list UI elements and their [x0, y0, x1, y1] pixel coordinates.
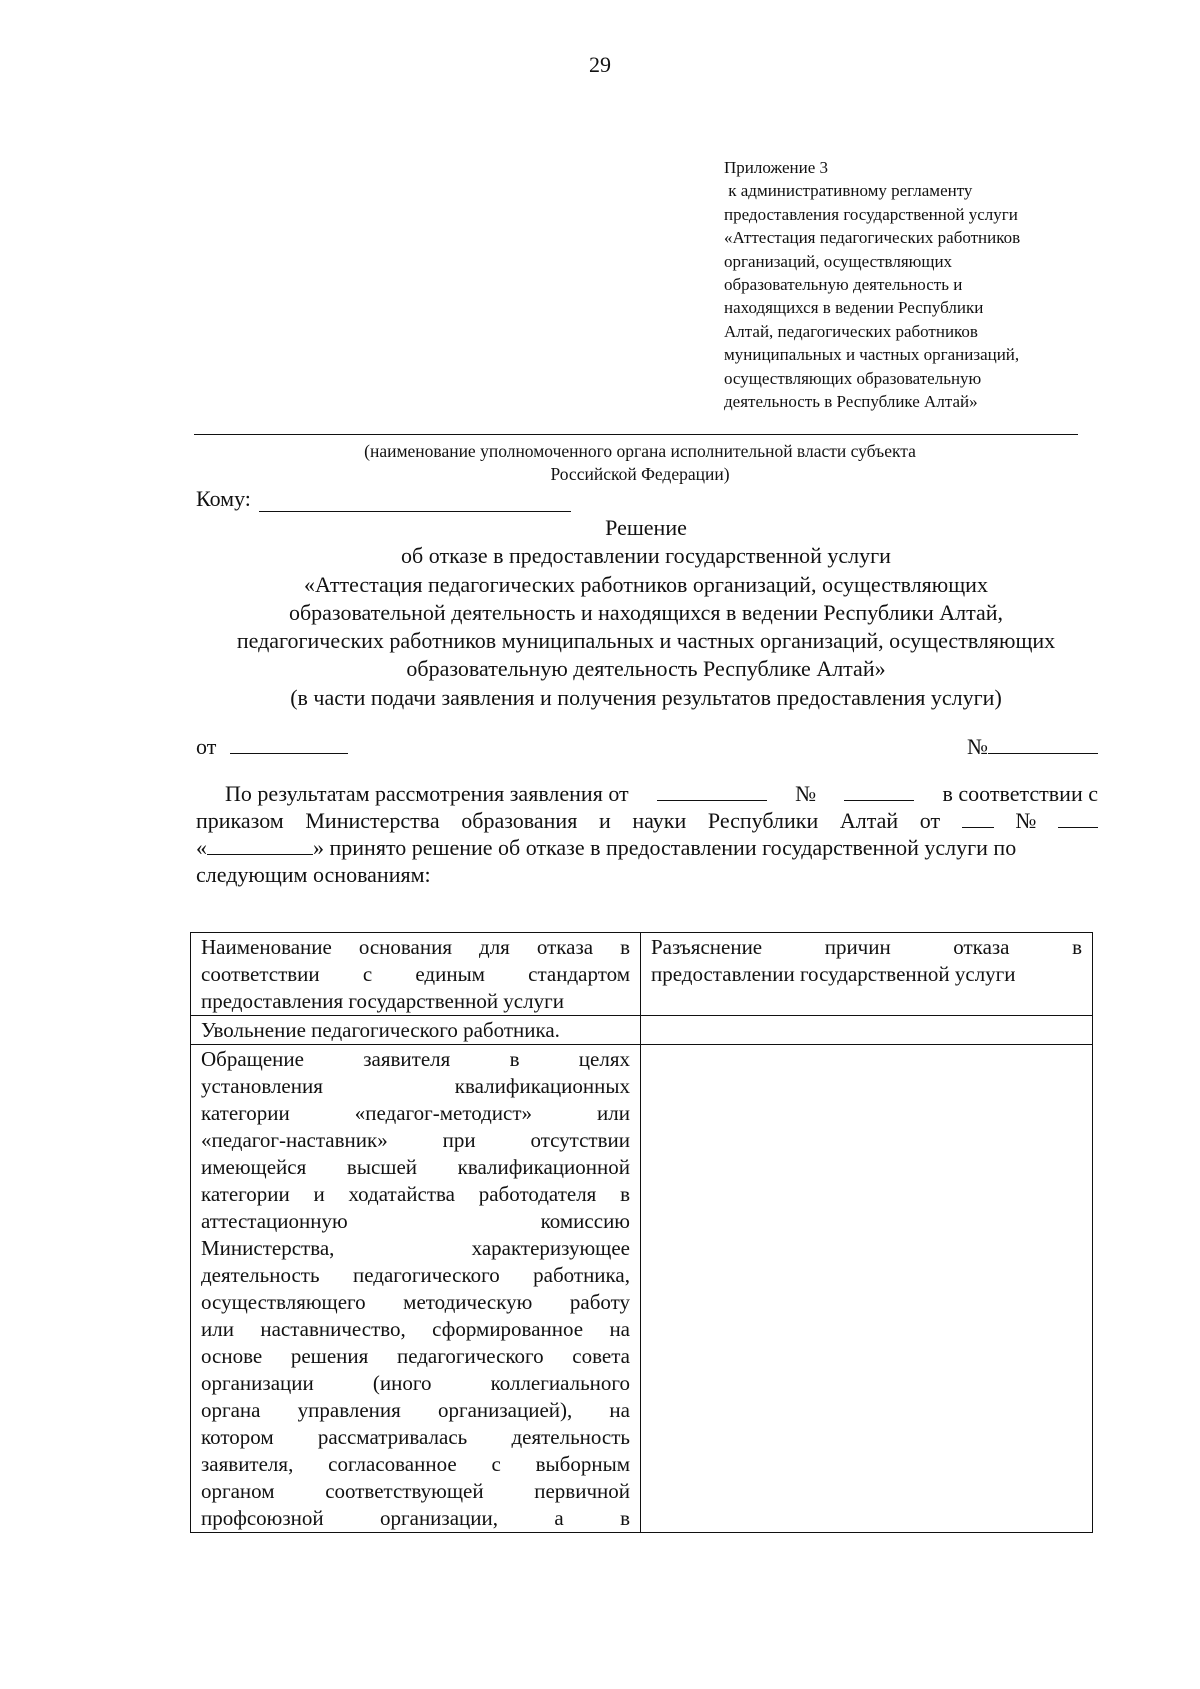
date-number-row — [196, 733, 1098, 763]
body-line — [196, 807, 1098, 834]
decision-body — [196, 780, 1098, 888]
cell-line: предоставлении государственной услуги — [651, 962, 1016, 986]
body-word: образования — [461, 808, 578, 833]
cell-line: основе решения педагогического совета — [201, 1344, 630, 1368]
body-text: « — [196, 835, 207, 860]
refusal-reasons-table — [190, 932, 1093, 1533]
authority-fill-line — [194, 434, 1078, 435]
body-word: Республики — [707, 808, 819, 833]
appendix-line: муниципальных и частных организаций, — [724, 345, 1020, 365]
cell-line: Наименование основания для отказа в — [201, 935, 630, 959]
table-header-row — [191, 933, 1093, 1016]
number-label: № — [967, 734, 988, 759]
date-label: от — [196, 734, 217, 759]
order-date-blank — [962, 807, 994, 828]
cell-line: предоставления государственной услуги — [201, 989, 564, 1013]
cell-line: категории и ходатайства работодателя в — [201, 1182, 630, 1206]
appendix-line: осуществляющих образовательную — [724, 368, 982, 388]
cell-line: имеющейся высшей квалификационной — [201, 1155, 630, 1179]
cell-line: заявителя, согласованное с выборным — [201, 1452, 630, 1476]
decision-line: педагогических работников муниципальных и частных организаций, осуществляющих — [236, 628, 1056, 654]
explanation-cell — [641, 1016, 1093, 1045]
cell-line: органа управления организацией), на — [201, 1398, 630, 1422]
cell-line: осуществляющего методическую работу — [201, 1290, 630, 1314]
cell-line: «педагог-наставник» при отсутствии — [201, 1128, 630, 1152]
cell-line: соответствии с единым стандартом — [201, 962, 630, 986]
authority-caption — [300, 440, 980, 486]
body-line — [196, 780, 1098, 807]
decision-line: «Аттестация педагогических работников организаций, осуществляющих — [304, 571, 988, 597]
cell-line: категории «педагог-методист» или — [201, 1101, 630, 1125]
body-word: приказом — [196, 808, 284, 833]
authority-caption-line: (наименование уполномоченного органа исполнительной власти субъекта — [364, 441, 916, 461]
application-date-blank — [657, 780, 767, 801]
order-number-blank — [1058, 807, 1098, 828]
body-line: следующим основаниям: — [196, 862, 431, 887]
cell-line: котором рассматривалась деятельность — [201, 1425, 630, 1449]
cell-line: органом соответствующей первичной — [201, 1479, 630, 1503]
page-number: 29 — [589, 52, 611, 77]
cell-line: аттестационную комиссию — [201, 1209, 630, 1233]
appendix-line: предоставления государственной услуги — [724, 204, 1018, 224]
cell-line: деятельность педагогического работника, — [201, 1263, 630, 1287]
reason-cell — [191, 1045, 641, 1533]
application-number-blank — [844, 780, 914, 801]
appendix-line: образовательную деятельность и — [724, 275, 963, 295]
body-text: № — [795, 781, 817, 806]
cell-line: организации (иного коллегиального — [201, 1371, 630, 1395]
table-row — [191, 1045, 1093, 1533]
appendix-line: Алтай, педагогических работников — [724, 321, 978, 341]
date-blank-line — [230, 733, 348, 754]
decision-line: образовательную деятельность Республике Алтай» — [406, 656, 886, 682]
decision-line: (в части подачи заявления и получения результатов предоставления услуги) — [290, 684, 1002, 710]
body-text: » принято решение об отказе в предоставлении государственной услуги по — [313, 835, 1017, 860]
cell-line: Обращение заявителя в целях — [201, 1047, 630, 1071]
body-word: Алтай — [839, 808, 899, 833]
cell-line: или наставничество, сформированное на — [201, 1317, 630, 1341]
reason-cell — [191, 1016, 641, 1045]
body-word: и — [598, 808, 611, 833]
body-word: от — [919, 808, 941, 833]
recipient-row — [196, 486, 571, 512]
appendix-block — [724, 156, 1124, 413]
appendix-line: деятельность в Республике Алтай» — [724, 392, 978, 412]
decision-title: Решение — [605, 515, 687, 540]
number-blank-line — [988, 733, 1098, 754]
table-row — [191, 1016, 1093, 1045]
body-word: № — [1015, 808, 1037, 833]
header-cell-explanation — [641, 933, 1093, 1016]
body-text: По результатам рассмотрения заявления от — [225, 781, 629, 806]
cell-line: Министерства, характеризующее — [201, 1236, 630, 1260]
appendix-line: организаций, осуществляющих — [724, 251, 953, 271]
body-line — [196, 834, 1098, 861]
body-word: науки — [632, 808, 687, 833]
body-text: в соответствии с — [942, 781, 1098, 806]
number-field — [967, 733, 1098, 760]
recipient-blank-line — [259, 489, 571, 512]
decision-line: образовательной деятельность и находящихся в ведении Республики Алтай, — [288, 599, 1004, 625]
appendix-line: к административному регламенту — [724, 181, 973, 201]
decision-heading — [160, 514, 1132, 712]
order-name-blank — [207, 834, 313, 855]
cell-line: Увольнение педагогического работника. — [201, 1018, 560, 1042]
date-field — [196, 733, 348, 760]
body-word: Министерства — [305, 808, 440, 833]
authority-caption-line: Российской Федерации) — [550, 464, 730, 484]
cell-line: профсоюзной организации, а в — [201, 1506, 630, 1530]
cell-line: Разъяснение причин отказа в — [651, 935, 1082, 959]
decision-line: об отказе в предоставлении государственной услуги — [401, 543, 891, 569]
cell-line: установления квалификационных — [201, 1074, 630, 1098]
appendix-line: «Аттестация педагогических работников — [724, 228, 1021, 248]
appendix-line: Приложение 3 — [724, 158, 828, 177]
appendix-line: находящихся в ведении Республики — [724, 298, 984, 318]
recipient-label: Кому: — [196, 486, 251, 511]
header-cell-reason — [191, 933, 641, 1016]
explanation-cell — [641, 1045, 1093, 1533]
